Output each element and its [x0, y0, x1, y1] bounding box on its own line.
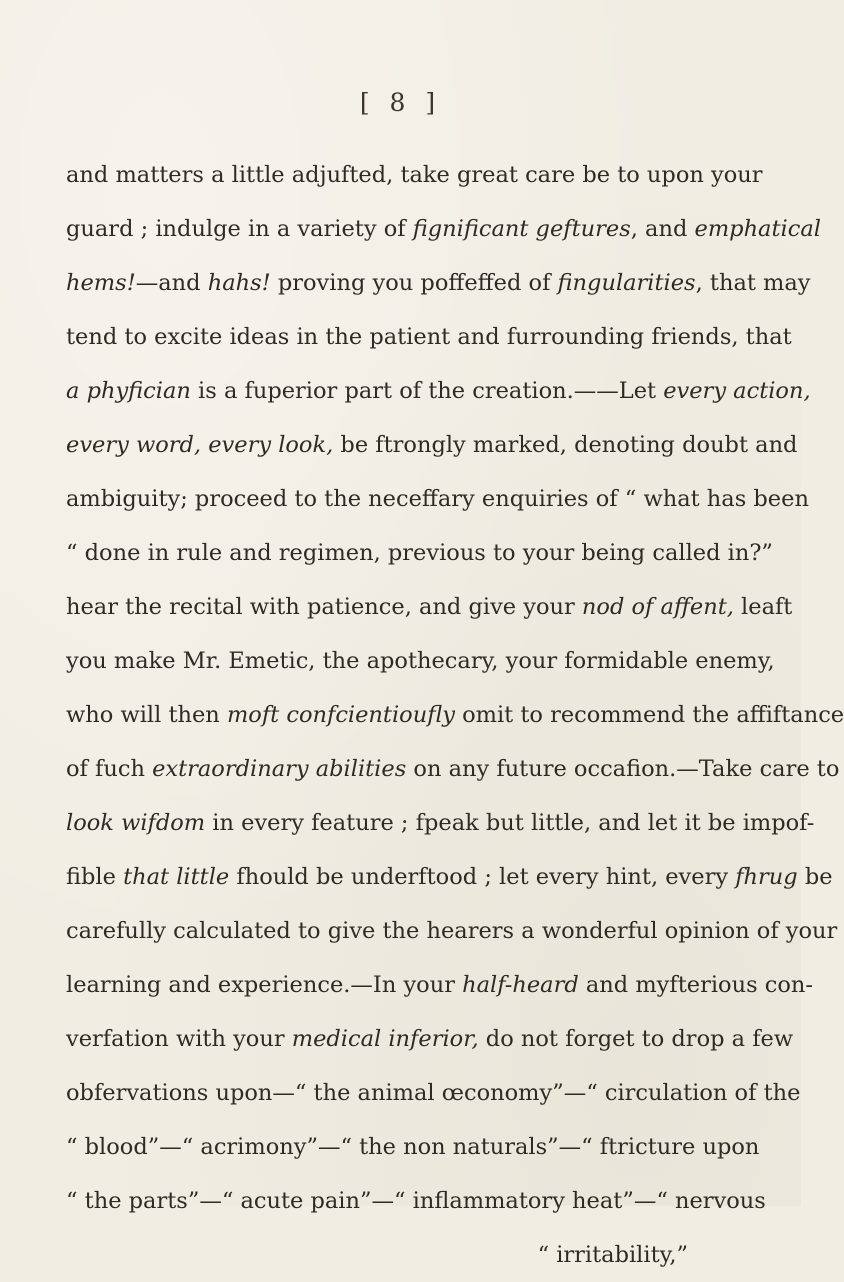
text-line: [66, 580, 793, 634]
italic-text: half-heard: [462, 972, 579, 998]
page-number: [ 8 ]: [359, 88, 442, 117]
text-span: leaft: [733, 594, 793, 620]
italic-text: hahs!: [207, 270, 271, 296]
text-span: who will then: [66, 702, 227, 728]
italic-text: fhrug: [735, 864, 798, 890]
italic-text: nod of affent,: [581, 594, 734, 620]
text-span: “ irritability,”: [537, 1242, 688, 1268]
text-span: carefully calculated to give the hearers a wonderful opinion of your: [66, 918, 838, 944]
text-span: tend to excite ideas in the patient and furrounding friends, that: [66, 324, 792, 350]
text-span: is a fuperior part of the creation.——Let: [190, 378, 664, 404]
text-span: fible: [66, 864, 124, 890]
italic-text: extraordinary abilities: [152, 756, 407, 782]
text-span: be: [797, 864, 833, 890]
text-line: [66, 202, 821, 256]
text-span: “ blood”—“ acrimony”—“ the non naturals”—“ ftricture upon: [66, 1134, 760, 1160]
text-line: [66, 418, 798, 472]
italic-text: emphatical: [694, 216, 821, 242]
text-span: guard ; indulge in a variety of: [66, 216, 413, 242]
italic-text: that little: [123, 864, 230, 890]
text-line: [66, 634, 775, 688]
text-line: [66, 850, 833, 904]
text-span: verfation with your: [66, 1026, 292, 1052]
italic-text: look wifdom: [66, 810, 206, 836]
body-text: [66, 148, 844, 1282]
italic-text: moft confcientioufly: [226, 702, 455, 728]
text-span: on any future occafion.—Take care to: [406, 756, 840, 782]
text-line: [66, 1066, 801, 1120]
text-span: “ the parts”—“ acute pain”—“ inflammatory heat”—“ nervous: [66, 1188, 766, 1214]
text-line: [66, 1174, 766, 1228]
text-span: and myfterious con-: [578, 972, 814, 998]
text-line: [66, 256, 811, 310]
text-span: be ftrongly marked, denoting doubt and: [333, 432, 798, 458]
text-span: “ done in rule and regimen, previous to your being called in?”: [66, 540, 773, 566]
italic-text: hems!: [66, 270, 136, 296]
text-line: [66, 1120, 760, 1174]
text-span: you make Mr. Emetic, the apothecary, your formidable enemy,: [66, 648, 775, 674]
text-span: and matters a little adjufted, take great care be to upon your: [66, 162, 763, 188]
text-span: omit to recommend the affiftance: [454, 702, 844, 728]
text-line: [66, 364, 811, 418]
text-span: ambiguity; proceed to the neceffary enquiries of “ what has been: [66, 486, 809, 512]
text-span: , and: [630, 216, 695, 242]
text-span: obfervations upon—“ the animal œconomy”—“ circulation of the: [66, 1080, 801, 1106]
text-span: of fuch: [66, 756, 153, 782]
italic-text: every word, every look,: [66, 432, 334, 458]
italic-text: a phyfician: [66, 378, 191, 404]
text-span: do not forget to drop a few: [478, 1026, 794, 1052]
text-line: [66, 1228, 738, 1282]
text-line: [66, 958, 814, 1012]
text-line: [66, 472, 809, 526]
text-span: hear the recital with patience, and give your: [66, 594, 582, 620]
text-line: [66, 310, 792, 364]
text-line: [66, 688, 844, 742]
italic-text: medical inferior,: [291, 1026, 479, 1052]
text-line: [66, 796, 815, 850]
text-span: fhould be underftood ; let every hint, every: [229, 864, 736, 890]
text-line: [66, 904, 838, 958]
text-span: learning and experience.—In your: [66, 972, 463, 998]
text-line: [66, 526, 773, 580]
text-line: [66, 1012, 794, 1066]
text-span: in every feature ; fpeak but little, and let it be impof-: [205, 810, 815, 836]
text-span: proving you poffeffed of: [270, 270, 558, 296]
text-line: [66, 742, 840, 796]
italic-text: every action,: [663, 378, 811, 404]
italic-text: fignificant geftures: [412, 216, 631, 242]
text-line: [66, 148, 763, 202]
text-span: , that may: [695, 270, 811, 296]
italic-text: fingularities: [557, 270, 696, 296]
text-span: —and: [135, 270, 208, 296]
